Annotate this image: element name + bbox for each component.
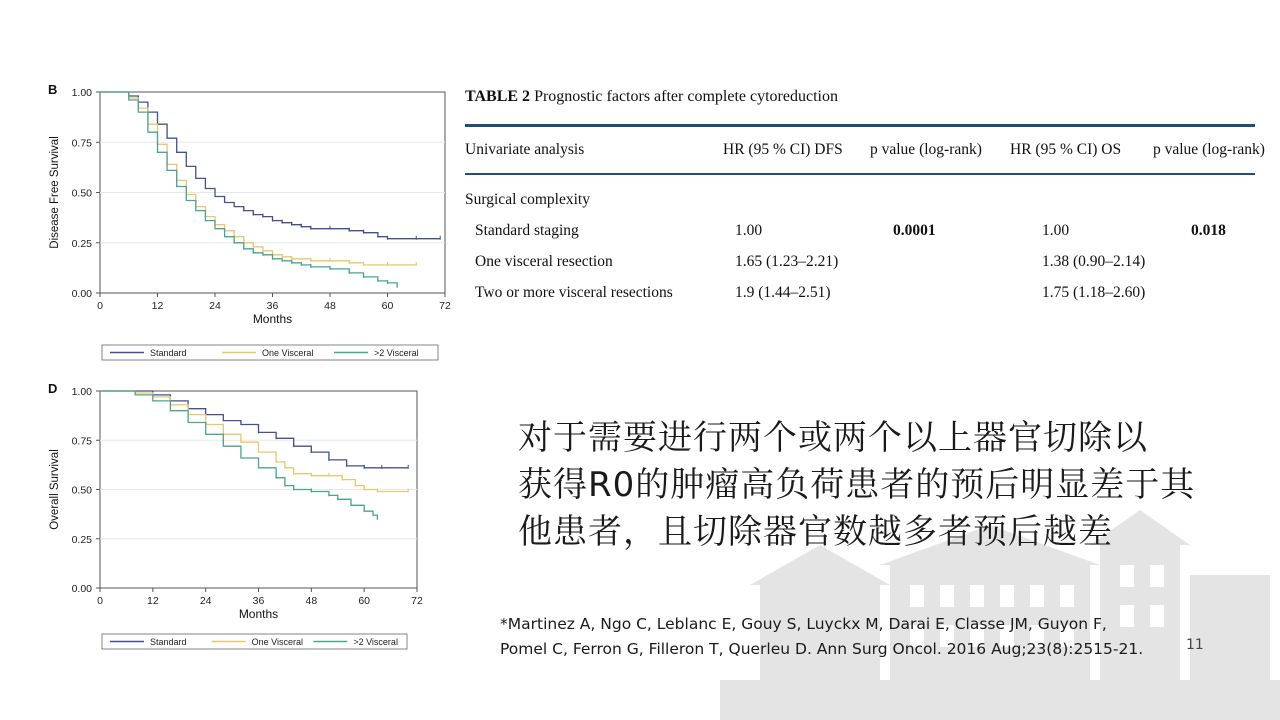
x-tick-label: 0 bbox=[97, 595, 103, 607]
overall-survival-chart bbox=[40, 380, 460, 660]
header-hr-dfs: HR (95 % CI) DFS bbox=[723, 141, 843, 158]
hr-os-value: 1.38 (0.90–2.14) bbox=[1042, 253, 1146, 270]
x-tick-label: 12 bbox=[151, 300, 164, 312]
row-label: Standard staging bbox=[475, 222, 579, 239]
table-caption bbox=[465, 88, 1255, 106]
reference-citation bbox=[500, 612, 1260, 662]
hr-os-value: 1.00 bbox=[1042, 222, 1070, 239]
x-tick-label: 36 bbox=[266, 300, 279, 312]
legend bbox=[102, 345, 438, 360]
conclusion-text bbox=[518, 415, 1258, 556]
x-tick-label: 36 bbox=[252, 595, 265, 607]
y-tick-label: 0.50 bbox=[71, 484, 92, 497]
conclusion-line-2: 获得R0的肿瘤高负荷患者的预后明显差于其 bbox=[518, 465, 1196, 505]
legend-label: >2 Visceral bbox=[353, 637, 398, 647]
conclusion-line-3: 他患者，且切除器官数越多者预后越差 bbox=[518, 512, 1113, 552]
disease-free-survival-chart bbox=[40, 80, 460, 370]
header-pvalue-os: p value (log-rank) bbox=[1153, 141, 1265, 158]
x-tick-label: 72 bbox=[439, 300, 451, 312]
x-tick-label: 24 bbox=[199, 595, 212, 607]
table-group-row bbox=[465, 175, 1255, 215]
hr-dfs-value: 1.00 bbox=[735, 222, 763, 239]
x-tick-label: 60 bbox=[358, 595, 371, 607]
prognostic-factors-table bbox=[465, 88, 1265, 308]
legend-label: Standard bbox=[150, 348, 187, 358]
y-tick-label: 1.00 bbox=[71, 386, 92, 398]
table-row bbox=[465, 277, 1255, 308]
header-univariate: Univariate analysis bbox=[465, 141, 585, 158]
y-axis-label: Disease Free Survival bbox=[49, 136, 61, 249]
legend-label: Standard bbox=[150, 637, 187, 647]
header-hr-os: HR (95 % CI) OS bbox=[1010, 141, 1122, 158]
y-tick-label: 0.25 bbox=[71, 533, 92, 546]
hr-dfs-value: 1.65 (1.23–2.21) bbox=[735, 253, 839, 270]
y-tick-label: 0.00 bbox=[71, 583, 92, 595]
table-row bbox=[465, 215, 1255, 246]
hr-dfs-value: 1.9 (1.44–2.51) bbox=[735, 284, 831, 301]
legend-label: >2 Visceral bbox=[374, 348, 419, 358]
legend-label: One Visceral bbox=[262, 348, 314, 358]
x-tick-label: 60 bbox=[381, 300, 394, 312]
table-caption-label: TABLE 2 bbox=[465, 88, 531, 105]
table-row bbox=[465, 246, 1255, 277]
panel-label: B bbox=[48, 82, 58, 97]
y-tick-label: 0.00 bbox=[71, 288, 92, 300]
row-label: Two or more visceral resections bbox=[475, 284, 673, 301]
conclusion-line-1: 对于需要进行两个或两个以上器官切除以 bbox=[518, 418, 1148, 458]
header-pvalue-dfs: p value (log-rank) bbox=[870, 141, 982, 158]
panel-label: D bbox=[48, 381, 58, 396]
legend bbox=[102, 634, 407, 649]
pvalue-os-value: 0.018 bbox=[1191, 222, 1226, 239]
y-tick-label: 0.50 bbox=[71, 187, 92, 200]
x-tick-label: 12 bbox=[146, 595, 159, 607]
y-axis-label: Overall Survival bbox=[49, 449, 61, 530]
reference-line-1: *Martinez A, Ngo C, Leblanc E, Gouy S, Luyckx M, Darai E, Classe JM, Guyon F, bbox=[500, 615, 1107, 633]
x-tick-label: 48 bbox=[324, 300, 336, 312]
y-tick-label: 0.75 bbox=[71, 435, 92, 448]
x-tick-label: 0 bbox=[97, 300, 103, 312]
x-tick-label: 72 bbox=[411, 595, 423, 607]
hr-os-value: 1.75 (1.18–2.60) bbox=[1042, 284, 1146, 301]
y-tick-label: 1.00 bbox=[71, 87, 92, 99]
legend-label: One Visceral bbox=[251, 637, 304, 647]
y-tick-label: 0.25 bbox=[71, 237, 92, 250]
row-label: One visceral resection bbox=[475, 253, 613, 270]
x-tick-label: 48 bbox=[305, 595, 318, 607]
pvalue-dfs-value: 0.0001 bbox=[893, 222, 936, 239]
reference-line-2: Pomel C, Ferron G, Filleron T, Querleu D. Ann Surg Oncol. 2016 Aug;23(8):2515-21. bbox=[500, 640, 1144, 658]
slide-number: 11 bbox=[1186, 637, 1204, 653]
table-header-row bbox=[465, 127, 1265, 173]
x-axis-label: Months bbox=[238, 607, 279, 621]
x-tick-label: 24 bbox=[209, 300, 221, 312]
group-surgical-complexity: Surgical complexity bbox=[465, 191, 590, 208]
x-axis-label: Months bbox=[252, 312, 293, 326]
table-caption-text: Prognostic factors after complete cytoreduction bbox=[534, 88, 838, 105]
y-tick-label: 0.75 bbox=[71, 137, 92, 150]
